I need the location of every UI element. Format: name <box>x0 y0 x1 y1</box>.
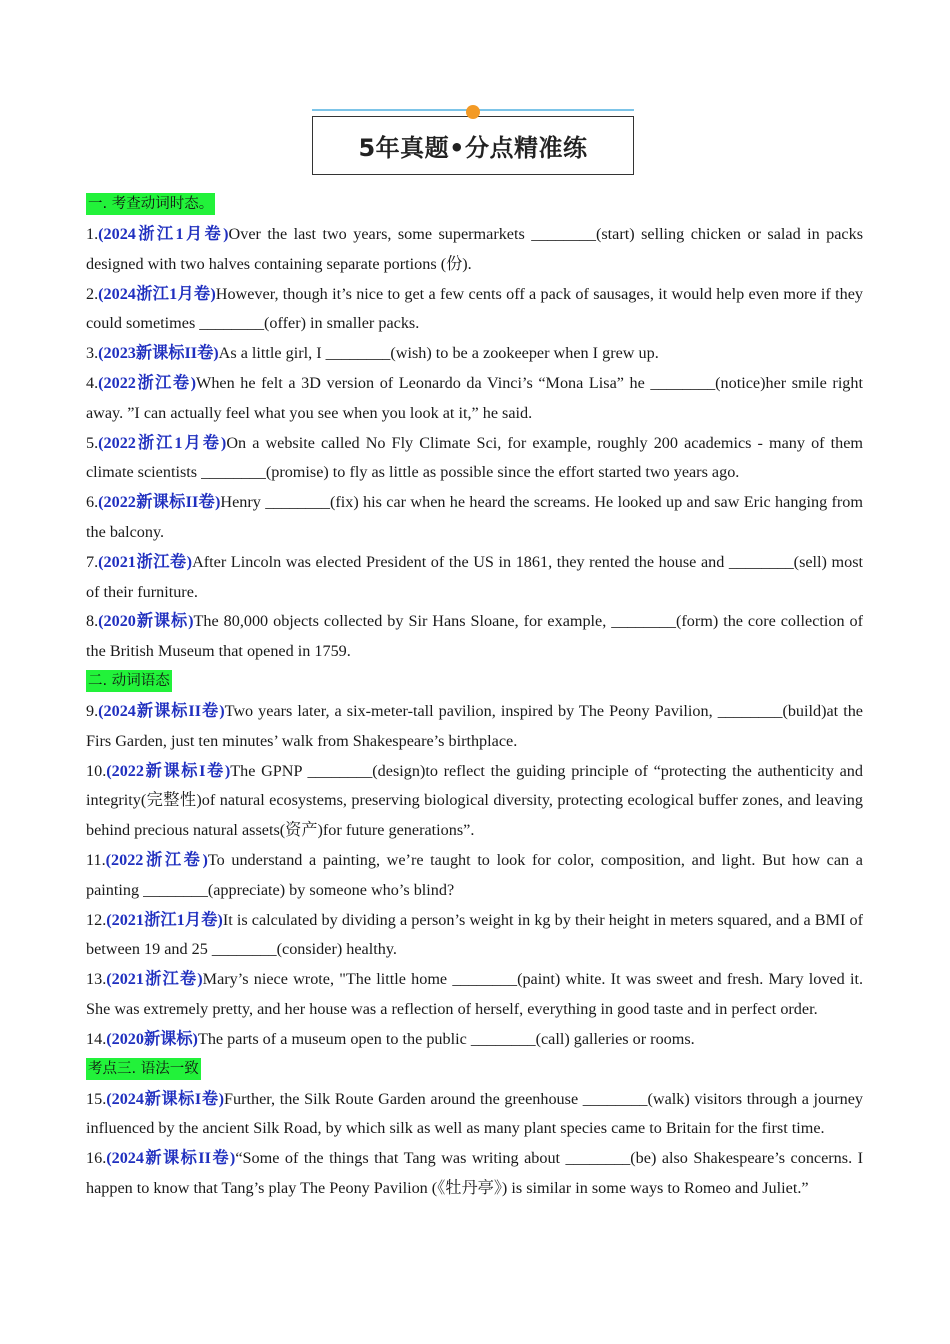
question-text: However, though it’s nice to get a few cents off a pack of sausages, it would help even more if they could sometimes ________(offer) in smaller packs. <box>86 284 864 333</box>
question-number: 3. <box>86 344 99 363</box>
question-item <box>86 220 863 280</box>
section-heading <box>86 670 863 695</box>
question-item <box>86 369 863 429</box>
question-item <box>86 906 863 966</box>
question-number: 6. <box>86 493 99 512</box>
question-text: To understand a painting, we’re taught to look for color, composition, and light. But how can a painting ________(appreciate) by someone who’s blind? <box>86 850 863 899</box>
exercise-content <box>86 190 863 1204</box>
question-text: Two years later, a six-meter-tall pavilion, inspired by The Peony Pavilion, ________(build)at the Firs Garden, just ten minutes’ walk from Shakespeare’s birthplace. <box>86 701 863 750</box>
question-source: (2024新课标II卷) <box>98 701 225 720</box>
question-number: 16. <box>86 1149 107 1168</box>
section-heading-label: 二. 动词语态 <box>86 670 172 692</box>
question-item <box>86 846 863 906</box>
question-source: (2024浙江1月卷) <box>98 284 216 303</box>
question-source: (2022浙江卷) <box>98 373 197 392</box>
question-item <box>86 1025 863 1055</box>
question-text: On a website called No Fly Climate Sci, for example, roughly 200 academics - many of them climate scientists ________(promise) to fly as little as possible since the effort started two years ago. <box>86 433 863 482</box>
question-item <box>86 488 863 548</box>
question-item <box>86 607 863 667</box>
question-text: After Lincoln was elected President of the US in 1861, they rented the house and ________(sell) most of their furniture. <box>86 552 864 601</box>
question-item <box>86 280 863 340</box>
question-text: “Some of the things that Tang was writing about ________(be) also Shakespeare’s concerns. I happen to know that Tang’s play The Peony Pavilion (《牡丹亭》) is similar in some ways to Romeo and Juliet.” <box>86 1149 863 1197</box>
question-item <box>86 757 863 846</box>
question-source: (2020新课标) <box>98 612 194 631</box>
question-number: 15. <box>86 1089 107 1108</box>
question-text: The 80,000 objects collected by Sir Hans Sloane, for example, ________(form) the core collection of the British Museum that opened in 1759. <box>86 612 864 661</box>
question-item <box>86 1085 863 1145</box>
question-source: (2024新课标II卷) <box>106 1149 236 1168</box>
question-source: (2021浙江卷) <box>98 552 193 571</box>
question-number: 7. <box>86 552 99 571</box>
question-text: When he felt a 3D version of Leonardo da Vinci’s “Mona Lisa” he ________(notice)her smile right away. ”I can actually feel what you see when you look at it,” he said. <box>86 373 863 422</box>
question-source: (2021浙江1月卷) <box>106 910 223 929</box>
question-number: 11. <box>86 850 106 869</box>
question-source: (2021浙江卷) <box>106 970 203 989</box>
question-source: (2022浙江卷) <box>105 850 208 869</box>
question-source: (2022浙江1月卷) <box>98 433 227 452</box>
question-number: 1. <box>86 225 99 243</box>
question-number: 14. <box>86 1029 107 1048</box>
question-item <box>86 429 863 489</box>
question-source: (2022新课标I卷) <box>106 761 231 780</box>
title-dot-icon <box>466 105 480 119</box>
question-item <box>86 965 863 1025</box>
section-heading-label: 考点三. 语法一致 <box>86 1058 201 1080</box>
question-item <box>86 1144 863 1204</box>
page-title: 5年真题•分点精准练 <box>358 134 588 162</box>
question-text: Further, the Silk Route Garden around the greenhouse ________(walk) visitors through a journey influenced by the ancient Silk Road, by which silk as well as many plant species came to Britain for the first time. <box>86 1089 863 1138</box>
question-text: The GPNP ________(design)to reflect the guiding principle of “protecting the authenticity and integrity(完整性)of natural ecosystems, preserving biological diversity, protecting ecological buffer zones, and leaving behind precious natural assets(资产)for future generations”. <box>86 761 863 840</box>
question-number: 12. <box>86 910 107 929</box>
question-number: 13. <box>86 970 107 989</box>
question-item <box>86 697 863 757</box>
question-number: 4. <box>86 373 99 392</box>
question-text: Henry ________(fix) his car when he heard the screams. He looked up and saw Eric hanging from the balcony. <box>86 493 863 541</box>
title-banner <box>312 104 634 176</box>
question-number: 9. <box>86 701 99 720</box>
question-text: Mary’s niece wrote, "The little home ________(paint) white. It was sweet and fresh. Mary loved it. She was extremely pretty, and her house was a reflection of herself, everything in good taste and in perfect order. <box>86 970 864 1018</box>
section-heading <box>86 1058 863 1083</box>
question-number: 2. <box>86 284 99 303</box>
question-item <box>86 548 863 608</box>
question-source: (2024新课标I卷) <box>106 1089 224 1108</box>
section-heading-label: 一. 考查动词时态。 <box>86 193 215 215</box>
question-source: (2024浙江1月卷) <box>98 225 229 243</box>
question-item <box>86 339 863 369</box>
question-text: As a little girl, I ________(wish) to be a zookeeper when I grew up. <box>218 344 659 363</box>
question-source: (2020新课标) <box>106 1029 198 1048</box>
question-number: 8. <box>86 612 99 631</box>
question-text: It is calculated by dividing a person’s weight in kg by their height in meters squared, and a BMI of between 19 and 25 ________(consider) healthy. <box>86 910 863 959</box>
question-number: 10. <box>86 761 107 780</box>
question-number: 5. <box>86 433 99 452</box>
question-source: (2023新课标II卷) <box>98 344 219 363</box>
question-source: (2022新课标II卷) <box>98 493 221 512</box>
question-text: Over the last two years, some supermarkets ________(start) selling chicken or salad in packs designed with two halves containing separate portions (份). <box>86 225 864 273</box>
title-box <box>312 116 634 175</box>
section-heading <box>86 193 863 218</box>
question-text: The parts of a museum open to the public ________(call) galleries or rooms. <box>197 1029 695 1048</box>
